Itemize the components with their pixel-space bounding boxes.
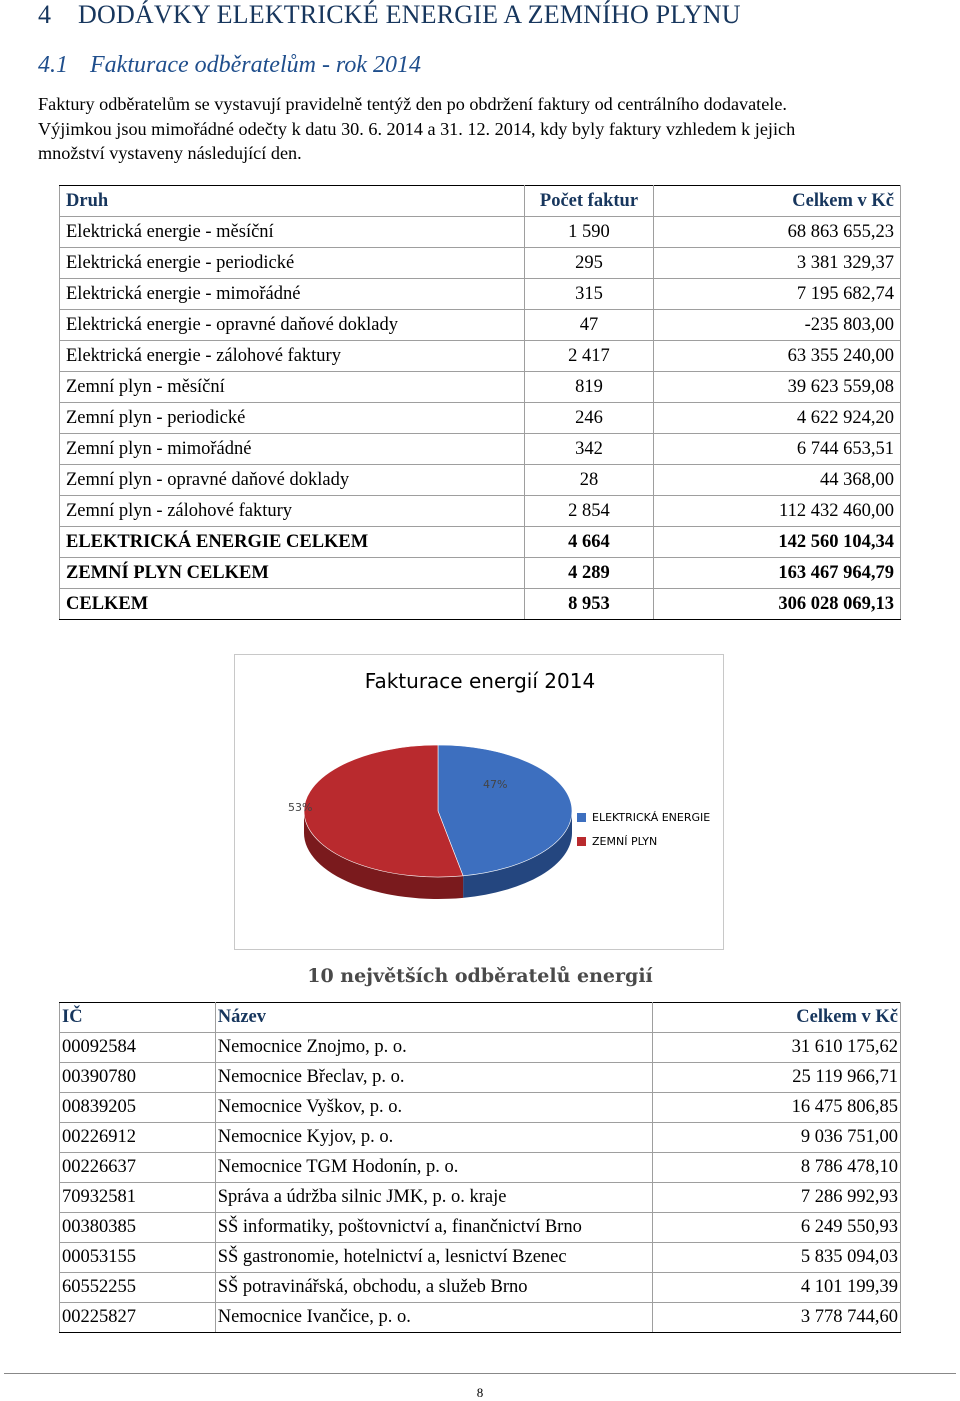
cell-count: 1 590 [524,217,654,248]
cell-total: 63 355 240,00 [654,341,901,372]
table-row [60,1213,901,1243]
header-name: Název [215,1003,653,1033]
cell-total: 8 786 478,10 [653,1153,901,1183]
cell-ic: 00380385 [60,1213,216,1243]
cell-count: 2 854 [524,496,654,527]
cell-total: -235 803,00 [654,310,901,341]
cell-total: 68 863 655,23 [654,217,901,248]
table-row [60,1243,901,1273]
table-row [60,496,901,527]
cell-ic: 00390780 [60,1063,216,1093]
cell-count: 4 289 [524,558,654,589]
cell-ic: 00053155 [60,1243,216,1273]
header-ic: IČ [60,1003,216,1033]
table-row [60,1123,901,1153]
cell-ic: 00225827 [60,1303,216,1333]
cell-total: 31 610 175,62 [653,1033,901,1063]
cell-total: 142 560 104,34 [654,527,901,558]
chart-legend [577,805,710,853]
table-row [60,1273,901,1303]
legend-item-electric [577,805,710,829]
cell-name: Nemocnice Znojmo, p. o. [215,1033,653,1063]
cell-count: 47 [524,310,654,341]
cell-total: 5 835 094,03 [653,1243,901,1273]
cell-type: Elektrická energie - periodické [60,248,525,279]
cell-type: ELEKTRICKÁ ENERGIE CELKEM [60,527,525,558]
cell-type: Elektrická energie - zálohové faktury [60,341,525,372]
cell-total: 16 475 806,85 [653,1093,901,1123]
cell-ic: 60552255 [60,1273,216,1303]
table-row [60,248,901,279]
invoicing-table [59,185,901,620]
legend-label-electric: ELEKTRICKÁ ENERGIE [592,810,711,824]
cell-name: Nemocnice Ivančice, p. o. [215,1303,653,1333]
paragraph-line: Faktury odběratelům se vystavují pravidelně tentýž den po obdržení faktury od centrálního dodavatele. [38,94,787,114]
cell-count: 315 [524,279,654,310]
legend-item-gas [577,829,710,853]
cell-type: Zemní plyn - opravné daňové doklady [60,465,525,496]
cell-ic: 00226637 [60,1153,216,1183]
table-row [60,372,901,403]
cell-total: 7 286 992,93 [653,1183,901,1213]
paragraph-line: Výjimkou jsou mimořádné odečty k datu 30. 6. 2014 a 31. 12. 2014, kdy byly faktury vzhledem k jejich [38,118,796,139]
section-number: 4.1 [38,52,68,78]
cell-type: Zemní plyn - zálohové faktury [60,496,525,527]
section-title: Fakturace odběratelům - rok 2014 [90,52,422,78]
pie-chart [234,654,724,950]
cell-total: 7 195 682,74 [654,279,901,310]
table-row [60,465,901,496]
cell-count: 8 953 [524,589,654,620]
footer-divider [4,1373,956,1374]
cell-ic: 70932581 [60,1183,216,1213]
cell-count: 342 [524,434,654,465]
cell-type: Elektrická energie - měsíční [60,217,525,248]
cell-total: 3 381 329,37 [654,248,901,279]
cell-count: 28 [524,465,654,496]
table-row [60,341,901,372]
cell-type: ZEMNÍ PLYN CELKEM [60,558,525,589]
pie-label-electric: 47% [483,778,508,791]
cell-type: Elektrická energie - opravné daňové doklady [60,310,525,341]
cell-ic: 00226912 [60,1123,216,1153]
legend-swatch-electric [577,813,586,822]
cell-type: Zemní plyn - mimořádné [60,434,525,465]
cell-total: 6 249 550,93 [653,1213,901,1243]
cell-total: 6 744 653,51 [654,434,901,465]
legend-label-gas: ZEMNÍ PLYN [592,834,658,848]
chapter-heading [38,0,741,30]
header-total: Celkem v Kč [653,1003,901,1033]
chapter-number: 4 [38,0,52,29]
top-customers-table [59,1002,901,1333]
total-row [60,527,901,558]
cell-count: 819 [524,372,654,403]
legend-swatch-gas [577,837,586,846]
cell-type: Elektrická energie - mimořádné [60,279,525,310]
cell-name: Nemocnice Kyjov, p. o. [215,1123,653,1153]
cell-ic: 00839205 [60,1093,216,1123]
cell-name: SŠ informatiky, poštovnictví a, finančnictví Brno [215,1213,653,1243]
cell-total: 4 101 199,39 [653,1273,901,1303]
cell-type: Zemní plyn - periodické [60,403,525,434]
table-row [60,1183,901,1213]
paragraph-line: množství vystaveny následující den. [38,143,302,163]
cell-ic: 00092584 [60,1033,216,1063]
table-header-row [60,186,901,217]
pie-label-gas: 53% [288,801,313,814]
cell-total: 44 368,00 [654,465,901,496]
table-row [60,310,901,341]
table-row [60,1153,901,1183]
cell-total: 112 432 460,00 [654,496,901,527]
cell-name: Nemocnice Břeclav, p. o. [215,1063,653,1093]
cell-name: Správa a údržba silnic JMK, p. o. kraje [215,1183,653,1213]
total-row [60,589,901,620]
cell-total: 39 623 559,08 [654,372,901,403]
table-row [60,217,901,248]
table-row [60,1303,901,1333]
cell-total: 163 467 964,79 [654,558,901,589]
table-row [60,1063,901,1093]
cell-type: Zemní plyn - měsíční [60,372,525,403]
cell-total: 3 778 744,60 [653,1303,901,1333]
total-row [60,558,901,589]
table-header-row [60,1003,901,1033]
cell-name: Nemocnice Vyškov, p. o. [215,1093,653,1123]
cell-name: SŠ potravinářská, obchodu, a služeb Brno [215,1273,653,1303]
cell-name: SŠ gastronomie, hotelnictví a, lesnictví Bzenec [215,1243,653,1273]
header-count: Počet faktur [524,186,654,217]
table-row [60,1093,901,1123]
section-heading [38,52,421,79]
header-type: Druh [60,186,525,217]
cell-count: 4 664 [524,527,654,558]
cell-total: 4 622 924,20 [654,403,901,434]
table-row [60,403,901,434]
top-customers-title: 10 největších odběratelů energií [307,965,653,987]
cell-count: 2 417 [524,341,654,372]
page-number: 8 [476,1385,484,1400]
header-total: Celkem v Kč [654,186,901,217]
cell-name: Nemocnice TGM Hodonín, p. o. [215,1153,653,1183]
cell-type: CELKEM [60,589,525,620]
cell-total: 306 028 069,13 [654,589,901,620]
table-row [60,279,901,310]
intro-paragraph [38,92,928,166]
cell-count: 295 [524,248,654,279]
cell-total: 9 036 751,00 [653,1123,901,1153]
cell-total: 25 119 966,71 [653,1063,901,1093]
chart-title: Fakturace energií 2014 [364,669,596,693]
table-row [60,1033,901,1063]
cell-count: 246 [524,403,654,434]
chapter-title: DODÁVKY ELEKTRICKÉ ENERGIE A ZEMNÍHO PLYNU [78,0,741,29]
table-row [60,434,901,465]
